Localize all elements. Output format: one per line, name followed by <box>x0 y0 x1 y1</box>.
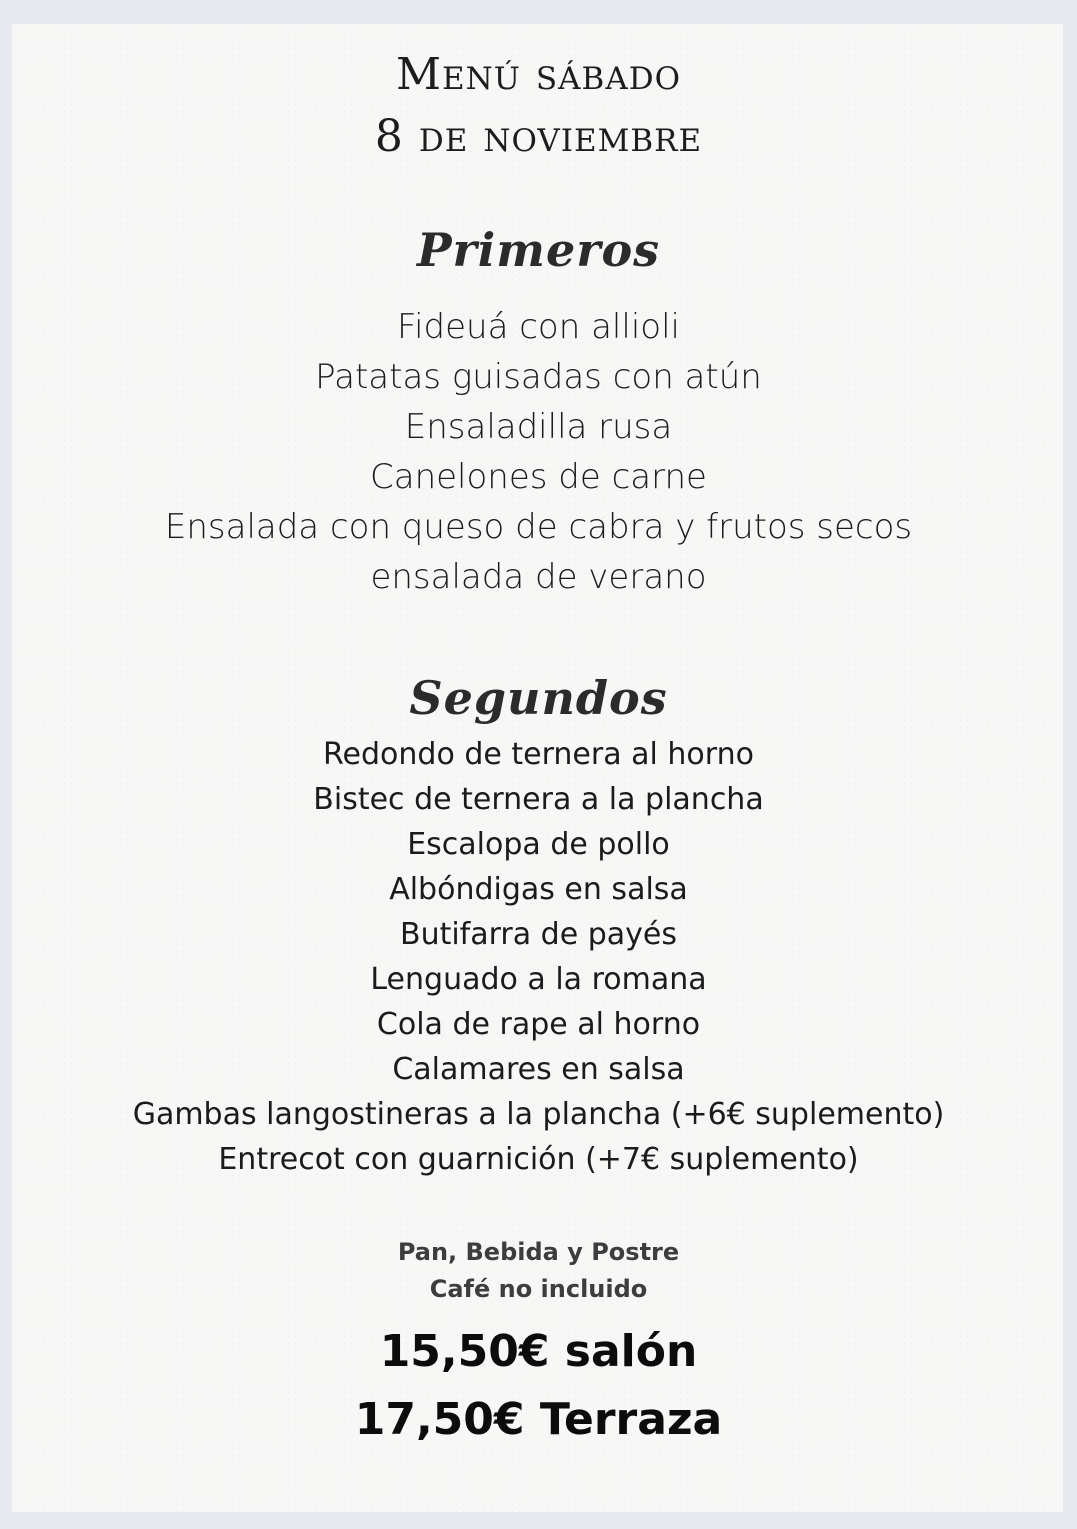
list-item: Canelones de carne <box>370 457 707 497</box>
price-terraza: 17,50€ Terraza <box>354 1394 723 1445</box>
list-item: Cola de rape al horno <box>376 1007 701 1042</box>
list-item: Gambas langostineras a la plancha (+6€ suplemento) <box>132 1097 945 1132</box>
list-item: Ensalada con queso de cabra y frutos secos <box>164 507 913 547</box>
segundos-heading: Segundos <box>409 671 668 725</box>
list-item: Patatas guisadas con atún <box>315 357 762 397</box>
price-salon: 15,50€ salón <box>379 1326 698 1377</box>
list-item: Fideuá con allioli <box>397 307 680 347</box>
list-item: Entrecot con guarnición (+7€ suplemento) <box>218 1142 859 1177</box>
includes-line-1: Pan, Bebida y Postre <box>397 1238 680 1266</box>
list-item: Butifarra de payés <box>399 917 677 952</box>
primeros-heading: Primeros <box>416 223 661 277</box>
segundos-list <box>0 732 1077 1182</box>
includes-note <box>0 1234 1077 1308</box>
menu-title-line-1: Menú sábado <box>396 49 681 100</box>
list-item: Escalopa de pollo <box>407 827 670 862</box>
list-item: ensalada de verano <box>370 557 707 597</box>
list-item: Albóndigas en salsa <box>389 872 688 907</box>
list-item: Redondo de ternera al horno <box>323 737 754 772</box>
price-block <box>0 1318 1077 1454</box>
list-item: Calamares en salsa <box>392 1052 685 1087</box>
menu-title-line-2: 8 de noviembre <box>374 111 703 162</box>
includes-line-2: Café no incluido <box>429 1275 648 1303</box>
primeros-list <box>0 302 1077 602</box>
list-item: Lenguado a la romana <box>370 962 707 997</box>
list-item: Bistec de ternera a la plancha <box>313 782 764 817</box>
menu-title <box>0 44 1077 168</box>
list-item: Ensaladilla rusa <box>404 407 673 447</box>
